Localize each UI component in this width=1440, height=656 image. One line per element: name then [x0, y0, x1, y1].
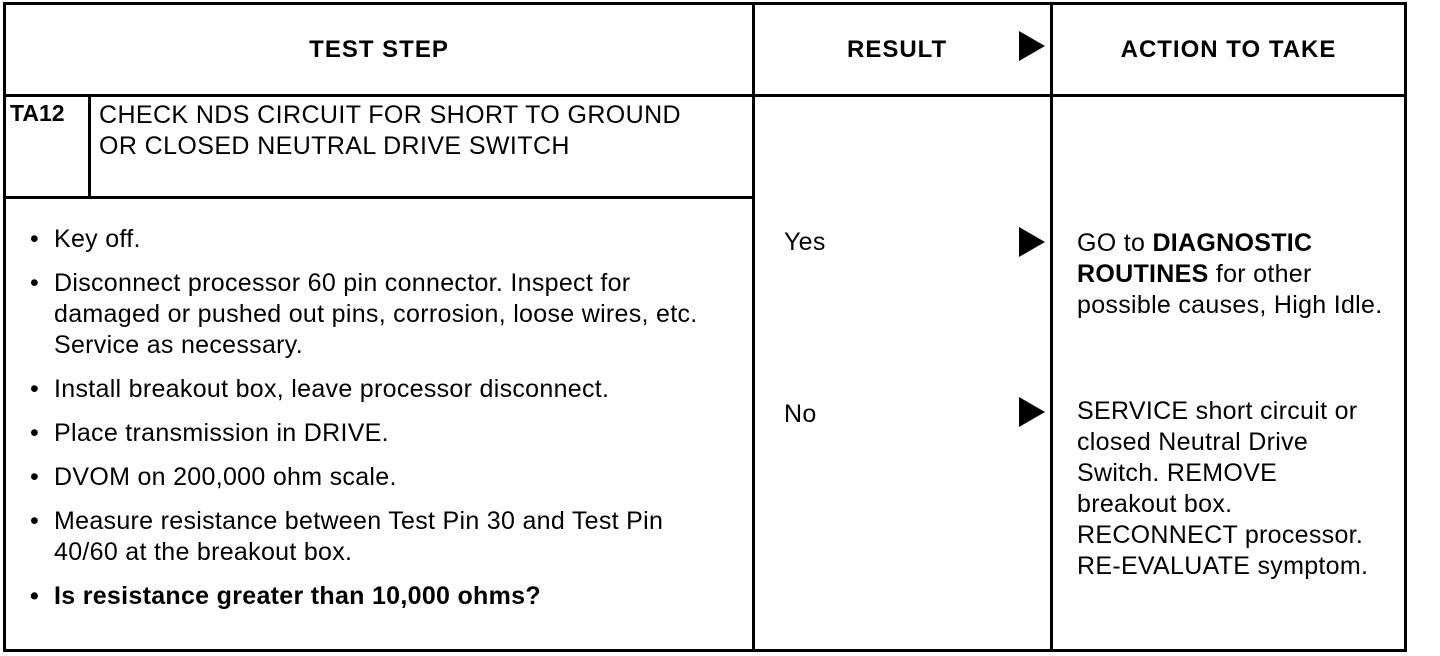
- instruction-question: • Is resistance greater than 10,000 ohms?: [30, 581, 730, 612]
- action-emphasis: DIAGNOSTIC ROUTINES: [1077, 229, 1313, 288]
- result-no-action: SERVICE short circuit or closed Neutral Drive Switch. REMOVE breakout box. RECONNECT processor. RE-EVALUATE symptom.: [1077, 397, 1369, 580]
- step-id-divider: [88, 97, 91, 196]
- result-yes-action: [1077, 228, 1397, 321]
- instruction-item: • DVOM on 200,000 ohm scale.: [30, 462, 730, 493]
- instruction-item: • Install breakout box, leave processor disconnect.: [30, 374, 730, 405]
- instruction-item: • Disconnect processor 60 pin connector. Inspect for damaged or pushed out pins, corrosion, loose wires, etc. Service as necessary.: [30, 268, 730, 361]
- header-arrow-icon: [1019, 31, 1045, 61]
- step-id: TA12: [10, 100, 65, 126]
- step-title-divider: [6, 196, 752, 199]
- result-no-label: No: [784, 400, 817, 428]
- instruction-item: • Key off.: [30, 224, 730, 255]
- action-text: for other possible causes, High Idle.: [1077, 260, 1383, 319]
- action-text: GO to: [1077, 229, 1153, 257]
- instruction-item: • Place transmission in DRIVE.: [30, 418, 730, 449]
- step-instructions: [30, 224, 730, 625]
- result-no-arrow-icon: [1019, 397, 1045, 427]
- header-result: RESULT: [847, 35, 948, 63]
- column-divider-action: [1050, 5, 1053, 649]
- column-divider-result: [752, 5, 755, 649]
- header-divider: [6, 94, 1404, 97]
- header-action: ACTION TO TAKE: [1120, 35, 1337, 63]
- result-yes-label: Yes: [784, 228, 826, 256]
- instruction-item: • Measure resistance between Test Pin 30 and Test Pin 40/60 at the breakout box.: [30, 506, 730, 568]
- header-test-step: TEST STEP: [309, 35, 449, 63]
- step-title: CHECK NDS CIRCUIT FOR SHORT TO GROUND OR CLOSED NEUTRAL DRIVE SWITCH: [99, 101, 681, 160]
- result-yes-arrow-icon: [1019, 227, 1045, 257]
